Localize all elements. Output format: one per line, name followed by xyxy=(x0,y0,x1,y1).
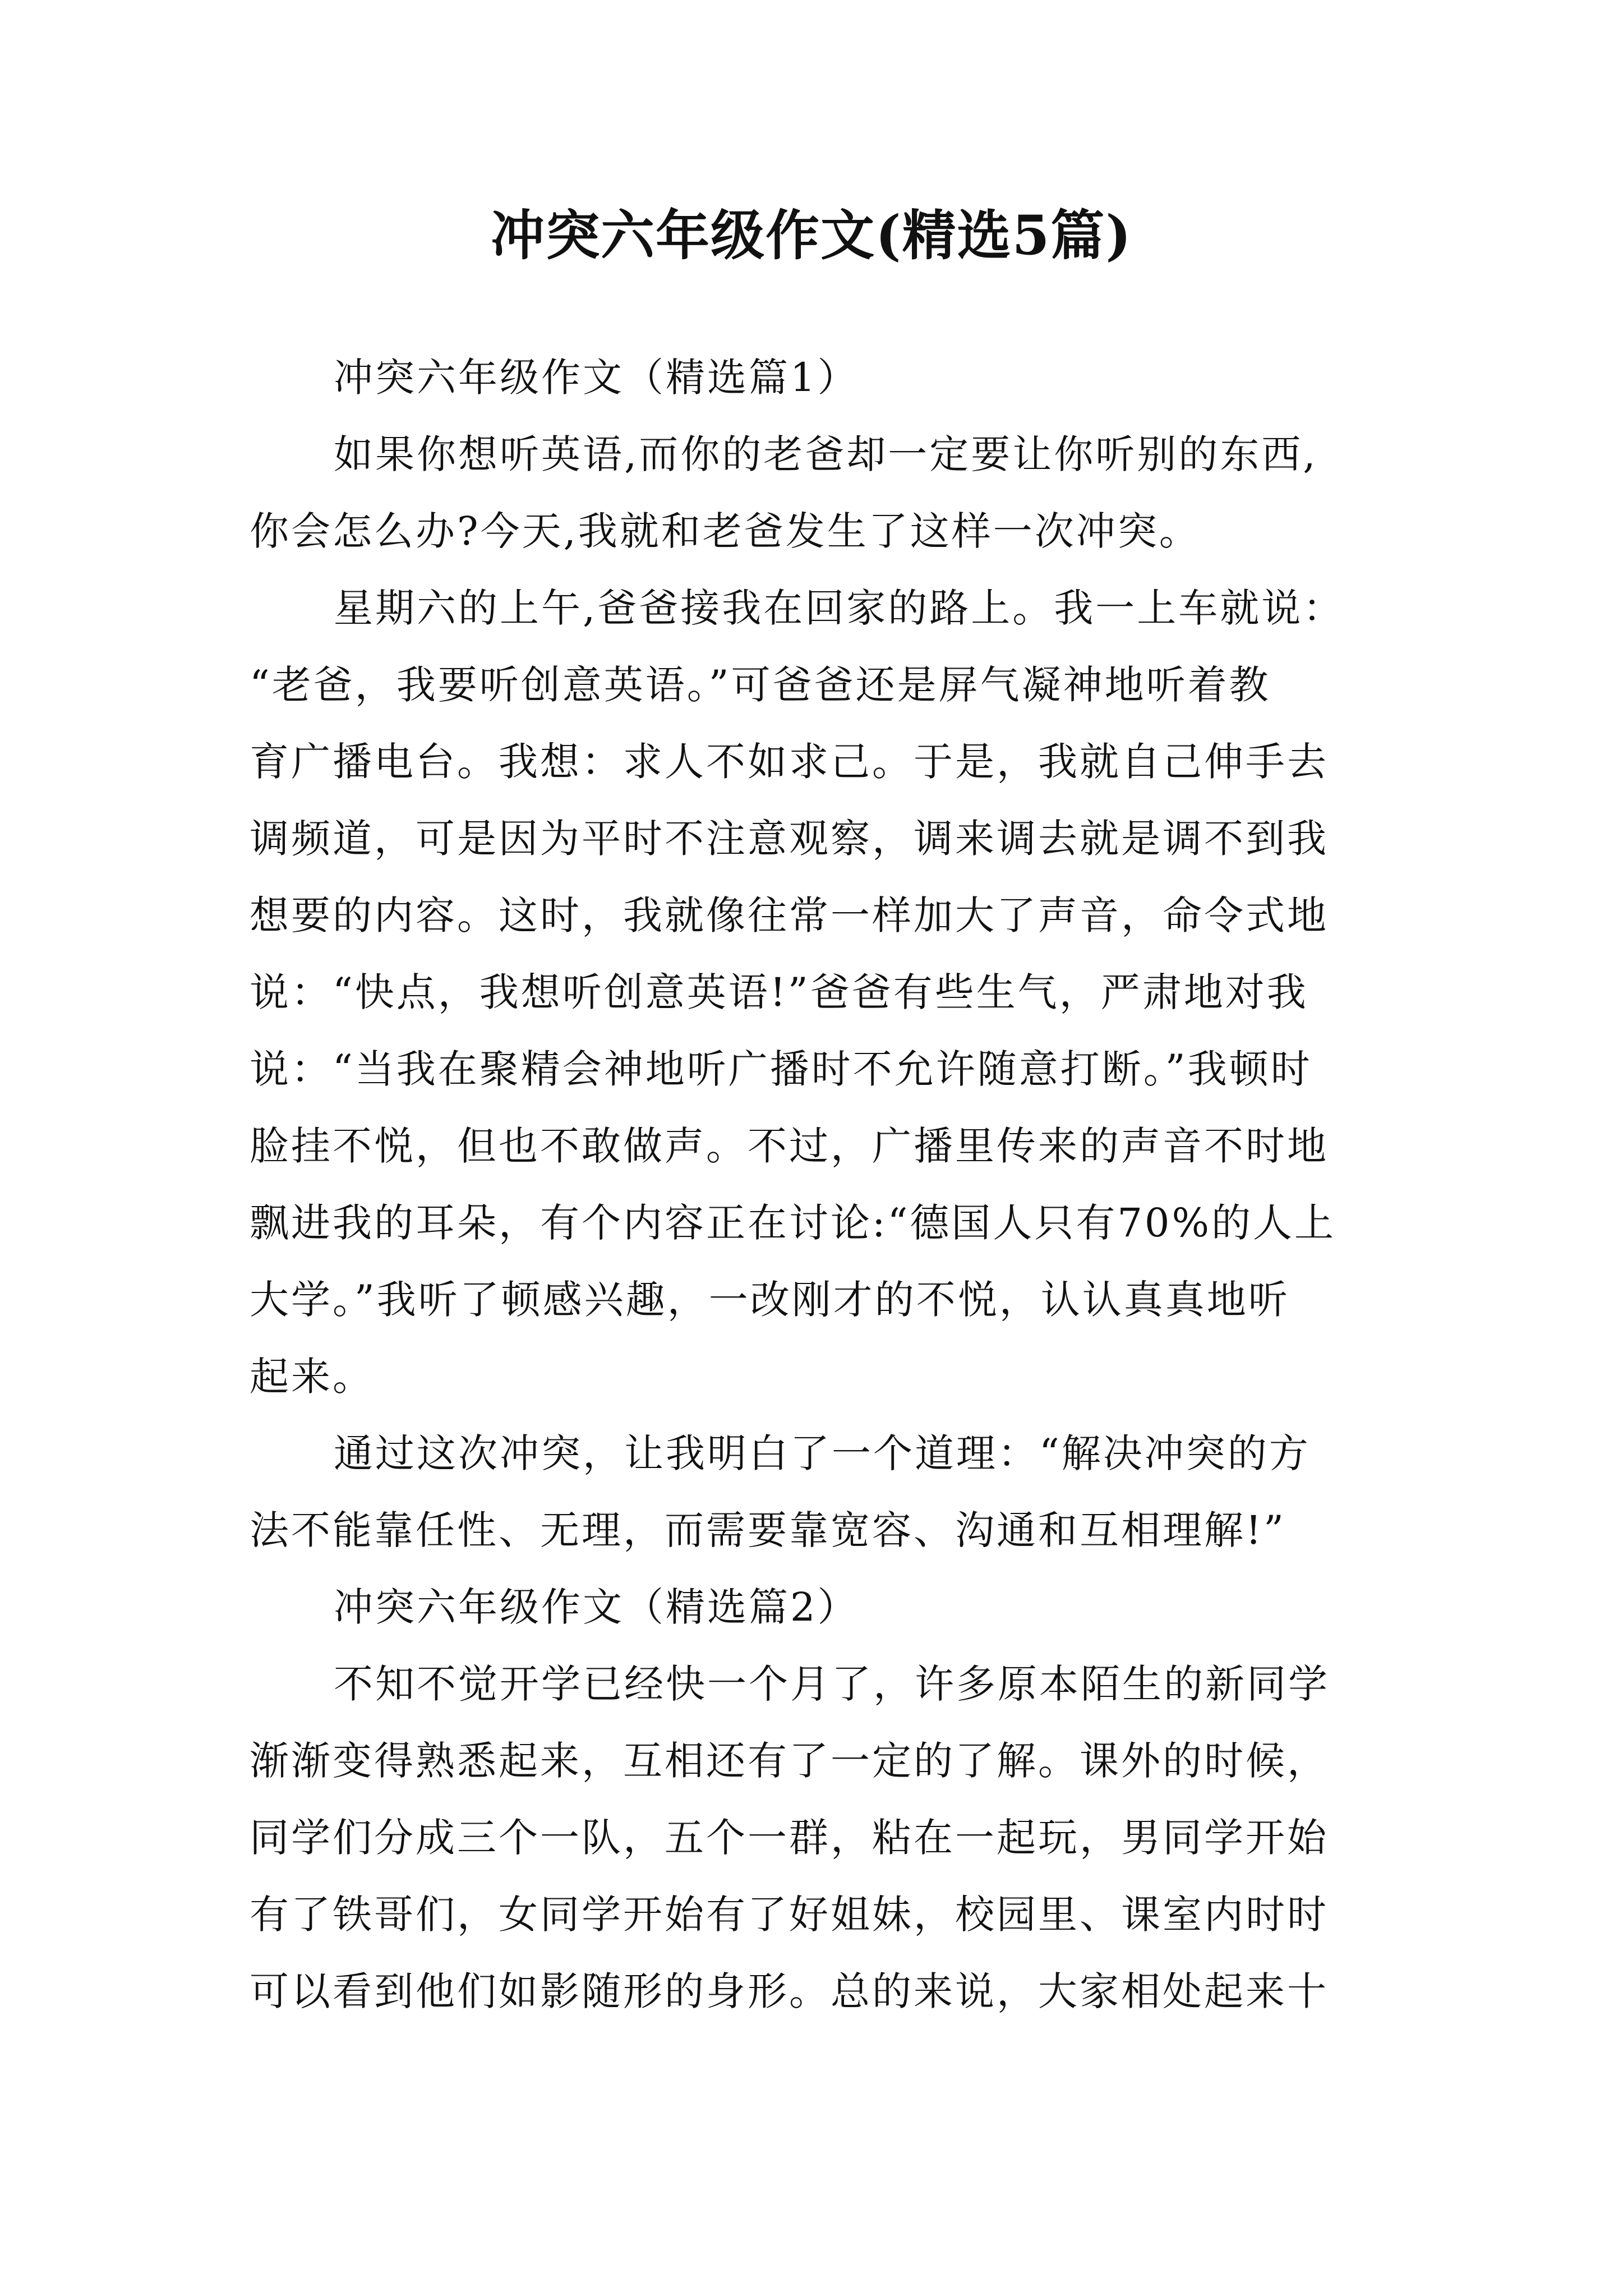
paragraph-line: 说：“快点，我想听创意英语!”爸爸有些生气，严肃地对我 xyxy=(250,969,1308,1015)
paragraph-line: 有了铁哥们，女同学开始有了好姐妹，校园里、课室内时时 xyxy=(250,1892,1329,1938)
paragraph-line: 脸挂不悦，但也不敢做声。不过，广播里传来的声音不时地 xyxy=(250,1123,1329,1169)
section-heading: 冲突六年级作文（精选篇2） xyxy=(334,1584,859,1630)
paragraph-line: “老爸，我要听创意英语。”可爸爸还是屏气凝神地听着教 xyxy=(250,662,1271,708)
paragraph-line: 育广播电台。我想：求人不如求己。于是，我就自己伸手去 xyxy=(250,739,1329,785)
paragraph-line: 星期六的上午,爸爸接我在回家的路上。我一上车就说： xyxy=(334,585,1345,631)
paragraph-line: 大学。”我听了顿感兴趣，一改刚才的不悦，认认真真地听 xyxy=(250,1277,1290,1323)
paragraph-line: 同学们分成三个一队，五个一群，粘在一起玩，男同学开始 xyxy=(250,1815,1329,1861)
paragraph-line: 飘进我的耳朵，有个内容正在讨论:“德国人只有70%的人上 xyxy=(250,1200,1336,1246)
paragraph-line: 法不能靠任性、无理，而需要靠宽容、沟通和互相理解!” xyxy=(250,1507,1286,1553)
paragraph-line: 起来。 xyxy=(250,1354,374,1400)
paragraph-line: 你会怎么办?今天,我就和老爸发生了这样一次冲突。 xyxy=(250,508,1201,554)
paragraph-line: 渐渐变得熟悉起来，互相还有了一定的了解。课外的时候， xyxy=(250,1738,1329,1784)
paragraph-line: 说：“当我在聚精会神地听广播时不允许随意打断。”我顿时 xyxy=(250,1046,1312,1092)
paragraph-line: 如果你想听英语,而你的老爸却一定要让你听别的东西, xyxy=(334,431,1318,477)
paragraph-line: 通过这次冲突，让我明白了一个道理：“解决冲突的方 xyxy=(334,1430,1311,1476)
paragraph-line: 调频道，可是因为平时不注意观察，调来调去就是调不到我 xyxy=(250,816,1329,862)
paragraph-line: 可以看到他们如影随形的身形。总的来说，大家相处起来十 xyxy=(250,1968,1329,2014)
section-heading: 冲突六年级作文（精选篇1） xyxy=(334,355,859,401)
document-title: 冲突六年级作文(精选5篇) xyxy=(491,204,1132,267)
paragraph-line: 想要的内容。这时，我就像往常一样加大了声音，命令式地 xyxy=(250,892,1329,938)
paragraph-line: 不知不觉开学已经快一个月了，许多原本陌生的新同学 xyxy=(334,1661,1330,1707)
document-body xyxy=(250,339,1394,2030)
